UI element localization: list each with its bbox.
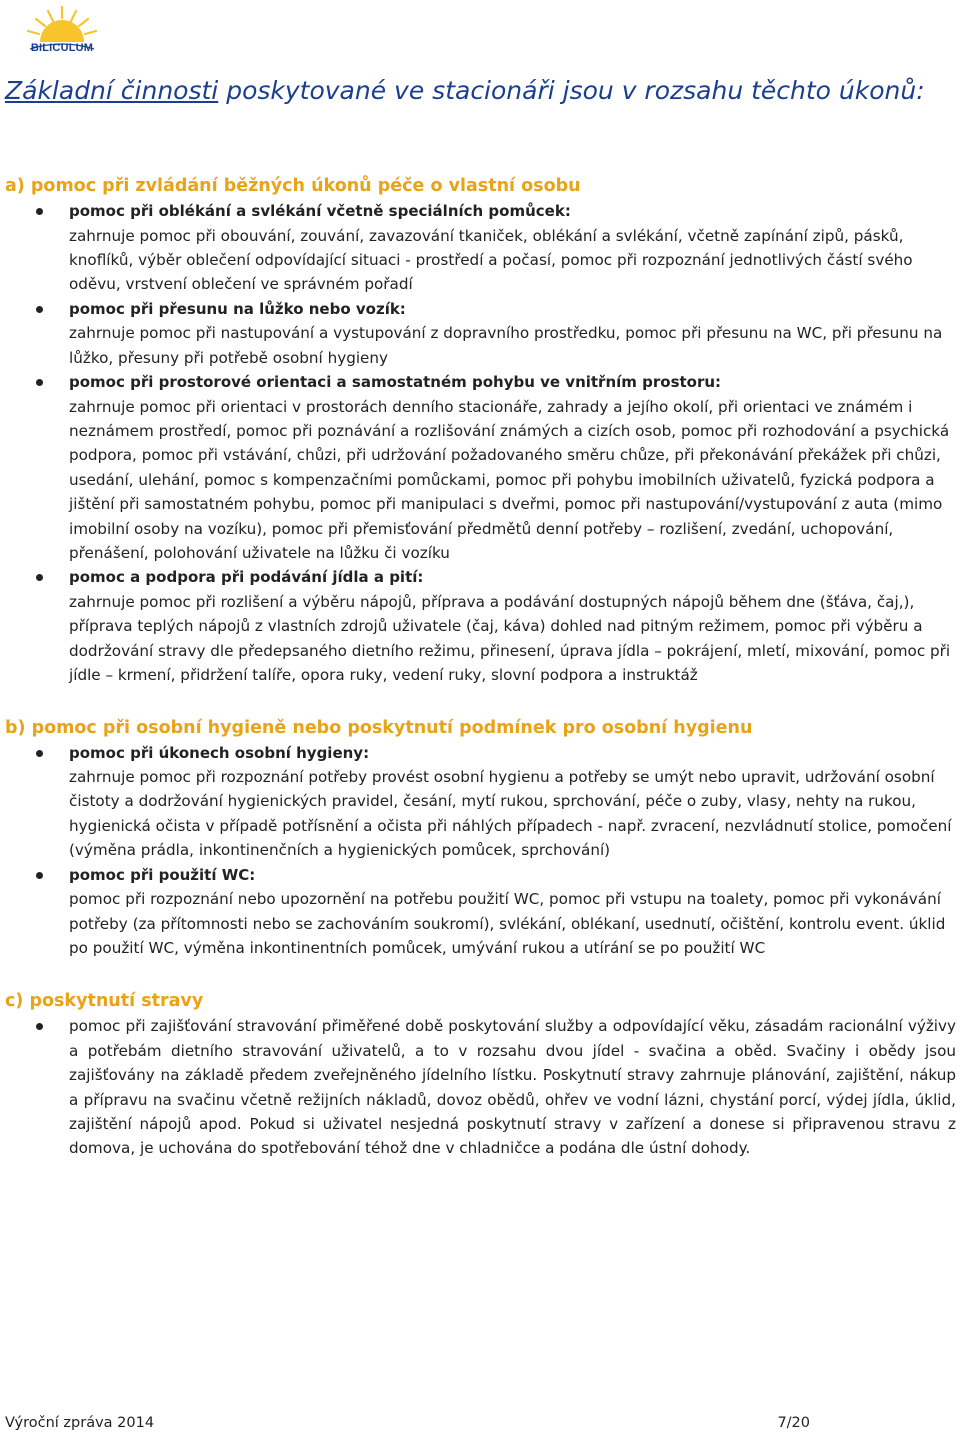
- list-item: [5, 370, 960, 565]
- bullet-icon: [36, 872, 43, 879]
- item-body: zahrnuje pomoc při nastupování a vystupování z dopravního prostředku, pomoc při přesunu na WC, při přesunu na lůžko, přesuny při potřebě osobní hygieny: [69, 324, 943, 367]
- item-body: zahrnuje pomoc při orientaci v prostorách denního stacionáře, zahrady a jejího okolí, při orientaci ve známém i neznámem prostředí, pomoc při poznávání a rozlišování známých a cizích osob, pomoc při rozhodování a psychická podpora, pomoc při vstávání, chůzi, při udržování požadovaného směru chůze, při překonávání překážek při chůzi, usedání, ulehání, pomoc s kompenzačními pomůckami, pomoc při pohybu imobilních uživatelů, fyzická podpora a jištění při samostatném pohybu, pomoc při manipulaci s dveřmi, pomoc při nastupování/vystupování z auta (mimo imobilní osoby na vozíku), pomoc při přemisťování předmětů denní potřeby – rozlišení, zvedání, uchopování, přenášení, polohování uživatele na lůžku či vozíku: [69, 397, 950, 562]
- footer-report-title: Výroční zpráva 2014: [5, 1415, 155, 1431]
- bullet-icon: [36, 306, 43, 313]
- item-body: zahrnuje pomoc při rozlišení a výběru nápojů, příprava a podávání dostupných nápojů během dne (šťáva, čaj,), příprava teplých nápojů z vlastních zdrojů uživatele (čaj, káva) dohled nad pitným režimem, pomoc při výběru a dodržování stravy dle předepsaného dietního režimu, přinesení, úprava jídla – pokrájení, mletí, mixování, pomoc při jídle – krmení, přidržení talíře, opora ruky, vedení ruky, slovní podpora a instruktáž: [69, 592, 951, 685]
- section-c-list: [5, 1014, 960, 1160]
- page-footer: [5, 1413, 810, 1433]
- item-body: pomoc při zajišťování stravování přiměřené době poskytování služby a odpovídající věku, zásadám racionální výživy a potřebám dietního stravování uživatelů, a to v rozsahu dvou jídel - svačina a oběd. Svačiny i obědy jsou zajišťovány na základě předem zveřejněného jídelního lístku. Poskytnutí stravy zahrnuje plánování, zajištění, nákup a přípravu na svačinu včetně režijních nákladů, dovoz obědů, ohřev ve vodní lázni, chystání porcí, výdej jídla, úklid, zajištění nápojů apod. Pokud si uživatel nesjedná poskytnutí stravy v zařízení a donese si připravenou stravu z domova, je uchována do spotřebování téhož dne v chladničce a podána dle ústní dohody.: [69, 1017, 956, 1158]
- item-title: pomoc při prostorové orientaci a samostatném pohybu ve vnitřním prostoru:: [69, 373, 722, 392]
- spacer: [5, 960, 960, 989]
- section-heading-c: c) poskytnutí stravy: [5, 991, 204, 1012]
- list-item: [5, 297, 960, 370]
- list-item: [5, 741, 960, 863]
- list-item: [5, 1014, 960, 1160]
- item-body: zahrnuje pomoc při obouvání, zouvání, zavazování tkaniček, oblékání a svlékání, včetně zapínání zipů, pásků, knoflíků, výběr oblečení odpovídající situaci - prostředí a počasí, pomoc při rozpoznání jednotlivých částí svého oděvu, vrstvení oblečení ve správném pořadí: [69, 226, 913, 294]
- page-number: 7/20: [777, 1415, 810, 1431]
- bullet-icon: [36, 750, 43, 757]
- list-item: [5, 199, 960, 297]
- list-item: [5, 863, 960, 961]
- bullet-icon: [36, 1023, 43, 1030]
- title-rest: poskytované ve stacionáři jsou v rozsahu těchto úkonů:: [218, 76, 925, 105]
- section-heading-b: b) pomoc při osobní hygieně nebo poskytnutí podmínek pro osobní hygienu: [5, 717, 753, 738]
- item-body: pomoc při rozpoznání nebo upozornění na potřebu použití WC, pomoc při vstupu na toalety, pomoc při vykonávání potřeby (za přítomnosti nebo se zachováním soukromí), svlékání, oblékaní, usednutí, očištění, kontrolu event. úklid po použití WC, výměna inkontinentních pomůcek, umývání rukou a utírání se po použití WC: [69, 890, 946, 957]
- section-a-list: [5, 199, 960, 688]
- item-title: pomoc při oblékání a svlékání včetně speciálních pomůcek:: [69, 202, 571, 220]
- logo-text: BILICULUM: [30, 42, 94, 54]
- bullet-icon: [36, 208, 43, 215]
- bullet-icon: [36, 379, 43, 386]
- item-title: pomoc při úkonech osobní hygieny:: [69, 743, 370, 762]
- item-title: pomoc při použití WC:: [69, 865, 256, 884]
- item-title: pomoc a podpora při podávání jídla a pití:: [69, 568, 424, 587]
- biliculum-logo: [22, 4, 102, 62]
- spacer: [5, 688, 960, 716]
- list-item: [5, 565, 960, 687]
- item-title: pomoc při přesunu na lůžko nebo vozík:: [69, 299, 406, 318]
- bullet-icon: [36, 574, 43, 581]
- content: [5, 174, 960, 1161]
- section-b-list: [5, 741, 960, 961]
- page-title: [5, 74, 950, 108]
- title-underlined: Základní činnosti: [5, 76, 219, 105]
- section-heading-a: a) pomoc při zvládání běžných úkonů péče o vlastní osobu: [5, 176, 581, 196]
- item-body: zahrnuje pomoc při rozpoznání potřeby provést osobní hygienu a potřeby se umýt nebo upravit, udržování osobní čistoty a dodržování hygienických pravidel, česání, mytí rukou, sprchování, péče o zuby, vlasy, nehty na rukou, hygienická očista v případě potřísnění a očista při náhlých případech - např. zvracení, nezvládnutí stolice, pomočení (výměna prádla, inkontinenčních a hygienických pomůcek, sprchování): [69, 768, 952, 860]
